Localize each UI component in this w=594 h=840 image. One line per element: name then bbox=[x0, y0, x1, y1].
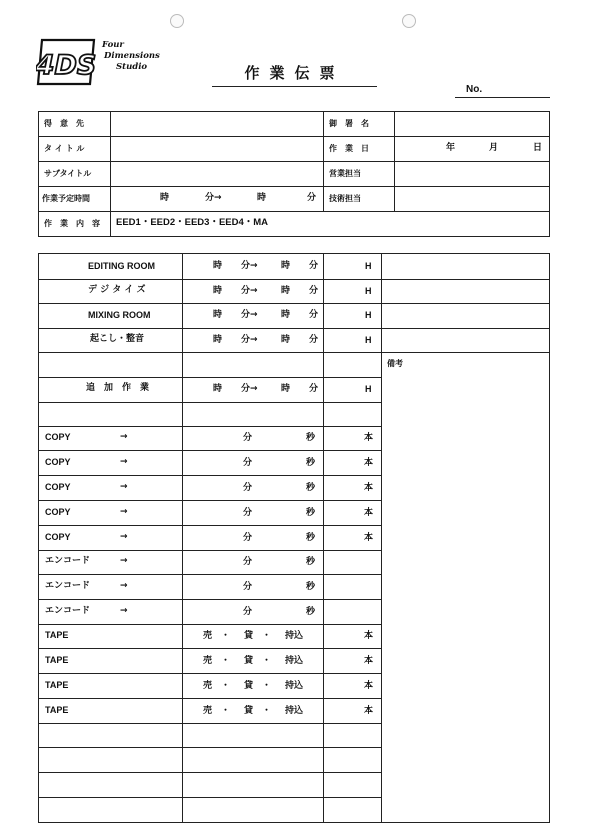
schedule-min-arrow: 分→ bbox=[205, 193, 222, 203]
work-label-editing: EDITING ROOM bbox=[88, 261, 155, 271]
tape-lend: 貸 bbox=[244, 681, 254, 691]
tape-dot: ・ bbox=[221, 656, 231, 666]
remarks-label: 備考 bbox=[387, 359, 403, 368]
tape-bring: 持込 bbox=[285, 706, 304, 716]
remarks-field[interactable] bbox=[382, 370, 549, 822]
tape-bring: 持込 bbox=[285, 681, 304, 691]
copy-label: COPY bbox=[45, 532, 71, 542]
number-label: No. bbox=[466, 84, 483, 95]
work-min: 分 bbox=[309, 384, 319, 394]
work-hour: 時 bbox=[213, 384, 223, 394]
date-year: 年 bbox=[446, 143, 456, 153]
page-title: 作業伝票 bbox=[212, 62, 377, 87]
number-field[interactable] bbox=[455, 97, 550, 98]
work-unit: H bbox=[365, 335, 372, 345]
title-field[interactable] bbox=[111, 137, 322, 161]
tape-sell: 売 bbox=[203, 706, 213, 716]
work-min: 分 bbox=[309, 310, 319, 320]
work-hour: 時 bbox=[213, 335, 223, 345]
work-hour2: 時 bbox=[281, 310, 291, 320]
date-day: 日 bbox=[533, 143, 543, 153]
tape-dot: ・ bbox=[221, 706, 231, 716]
work-label-additional: 追 加 作 業 bbox=[86, 383, 150, 393]
encode-sec: 秒 bbox=[306, 607, 316, 617]
client-label: 得 意 先 bbox=[44, 119, 84, 128]
copy-unit: 本 bbox=[364, 433, 374, 443]
sales-rep-label: 営業担当 bbox=[329, 169, 361, 178]
title-label: タ イ ト ル bbox=[44, 144, 85, 153]
punch-hole-right bbox=[402, 14, 416, 28]
arrow: → bbox=[120, 482, 128, 492]
tape-label: TAPE bbox=[45, 655, 69, 665]
tape-dot: ・ bbox=[262, 681, 272, 691]
copy-unit: 本 bbox=[364, 458, 374, 468]
encode-label: エンコード bbox=[45, 581, 91, 591]
addressee-label: 御 署 名 bbox=[329, 119, 369, 128]
work-min: 分 bbox=[309, 335, 319, 345]
arrow: → bbox=[120, 532, 128, 542]
content-label: 作 業 内 容 bbox=[44, 219, 100, 228]
encode-min: 分 bbox=[243, 582, 253, 592]
tape-unit: 本 bbox=[364, 706, 374, 716]
studio-name bbox=[102, 40, 160, 73]
work-label-digitize: デ ジ タ イ ズ bbox=[88, 285, 146, 295]
work-hour2: 時 bbox=[281, 286, 291, 296]
studio-logo bbox=[36, 38, 98, 86]
work-hour: 時 bbox=[213, 261, 223, 271]
work-min-arrow: 分→ bbox=[241, 335, 258, 345]
arrow: → bbox=[120, 581, 128, 591]
copy-min: 分 bbox=[243, 483, 253, 493]
work-hour2: 時 bbox=[281, 384, 291, 394]
work-min-arrow: 分→ bbox=[241, 261, 258, 271]
work-hour: 時 bbox=[213, 286, 223, 296]
studio-line: Studio bbox=[116, 62, 148, 72]
work-min-arrow: 分→ bbox=[241, 286, 258, 296]
logo-text: 4DS bbox=[36, 50, 97, 81]
tape-label: TAPE bbox=[45, 705, 69, 715]
work-unit: H bbox=[365, 310, 372, 320]
copy-label: COPY bbox=[45, 432, 71, 442]
copy-min: 分 bbox=[243, 508, 253, 518]
tape-unit: 本 bbox=[364, 631, 374, 641]
tape-bring: 持込 bbox=[285, 656, 304, 666]
tape-lend: 貸 bbox=[244, 656, 254, 666]
tape-unit: 本 bbox=[364, 681, 374, 691]
schedule-label: 作業予定時間 bbox=[42, 194, 90, 203]
tape-label: TAPE bbox=[45, 630, 69, 640]
arrow: → bbox=[120, 432, 128, 442]
tape-sell: 売 bbox=[203, 631, 213, 641]
work-hour: 時 bbox=[213, 310, 223, 320]
encode-min: 分 bbox=[243, 557, 253, 567]
tape-sell: 売 bbox=[203, 681, 213, 691]
copy-unit: 本 bbox=[364, 533, 374, 543]
arrow: → bbox=[120, 556, 128, 566]
work-min-arrow: 分→ bbox=[241, 310, 258, 320]
copy-min: 分 bbox=[243, 458, 253, 468]
encode-label: エンコード bbox=[45, 606, 91, 616]
work-hour2: 時 bbox=[281, 261, 291, 271]
tape-lend: 貸 bbox=[244, 631, 254, 641]
studio-line: Dimensions bbox=[104, 51, 160, 61]
date-month: 月 bbox=[489, 143, 499, 153]
work-hour2: 時 bbox=[281, 335, 291, 345]
studio-line: Four bbox=[102, 40, 124, 50]
copy-label: COPY bbox=[45, 457, 71, 467]
tech-rep-label: 技術担当 bbox=[329, 194, 361, 203]
work-unit: H bbox=[365, 286, 372, 296]
copy-sec: 秒 bbox=[306, 458, 316, 468]
work-label-mixing: MIXING ROOM bbox=[88, 310, 151, 320]
subtitle-label: サブタイトル bbox=[44, 169, 92, 178]
schedule-hour2: 時 bbox=[257, 193, 267, 203]
copy-min: 分 bbox=[243, 533, 253, 543]
work-label-transcribe: 起こし・整音 bbox=[90, 334, 145, 344]
copy-min: 分 bbox=[243, 433, 253, 443]
tape-unit: 本 bbox=[364, 656, 374, 666]
schedule-min: 分 bbox=[307, 193, 317, 203]
copy-unit: 本 bbox=[364, 508, 374, 518]
addressee-field[interactable] bbox=[395, 112, 549, 136]
copy-sec: 秒 bbox=[306, 433, 316, 443]
sales-rep-field[interactable] bbox=[395, 162, 549, 186]
tape-lend: 貸 bbox=[244, 706, 254, 716]
client-field[interactable] bbox=[111, 112, 322, 136]
tape-sell: 売 bbox=[203, 656, 213, 666]
copy-sec: 秒 bbox=[306, 508, 316, 518]
encode-label: エンコード bbox=[45, 556, 91, 566]
work-date-label: 作 業 日 bbox=[329, 144, 369, 153]
tape-dot: ・ bbox=[262, 656, 272, 666]
tech-rep-field[interactable] bbox=[395, 187, 549, 211]
copy-label: COPY bbox=[45, 507, 71, 517]
work-min: 分 bbox=[309, 261, 319, 271]
work-min: 分 bbox=[309, 286, 319, 296]
tape-dot: ・ bbox=[262, 631, 272, 641]
work-min-arrow: 分→ bbox=[241, 384, 258, 394]
punch-hole-left bbox=[170, 14, 184, 28]
content-value: EED1・EED2・EED3・EED4・MA bbox=[116, 217, 269, 228]
tape-dot: ・ bbox=[262, 706, 272, 716]
copy-sec: 秒 bbox=[306, 533, 316, 543]
work-unit: H bbox=[365, 261, 372, 271]
tape-label: TAPE bbox=[45, 680, 69, 690]
work-unit: H bbox=[365, 384, 372, 394]
tape-bring: 持込 bbox=[285, 631, 304, 641]
copy-label: COPY bbox=[45, 482, 71, 492]
schedule-hour: 時 bbox=[160, 193, 170, 203]
subtitle-field[interactable] bbox=[111, 162, 322, 186]
encode-sec: 秒 bbox=[306, 557, 316, 567]
tape-dot: ・ bbox=[221, 681, 231, 691]
encode-min: 分 bbox=[243, 607, 253, 617]
arrow: → bbox=[120, 606, 128, 616]
copy-sec: 秒 bbox=[306, 483, 316, 493]
arrow: → bbox=[120, 507, 128, 517]
encode-sec: 秒 bbox=[306, 582, 316, 592]
arrow: → bbox=[120, 457, 128, 467]
copy-unit: 本 bbox=[364, 483, 374, 493]
tape-dot: ・ bbox=[221, 631, 231, 641]
